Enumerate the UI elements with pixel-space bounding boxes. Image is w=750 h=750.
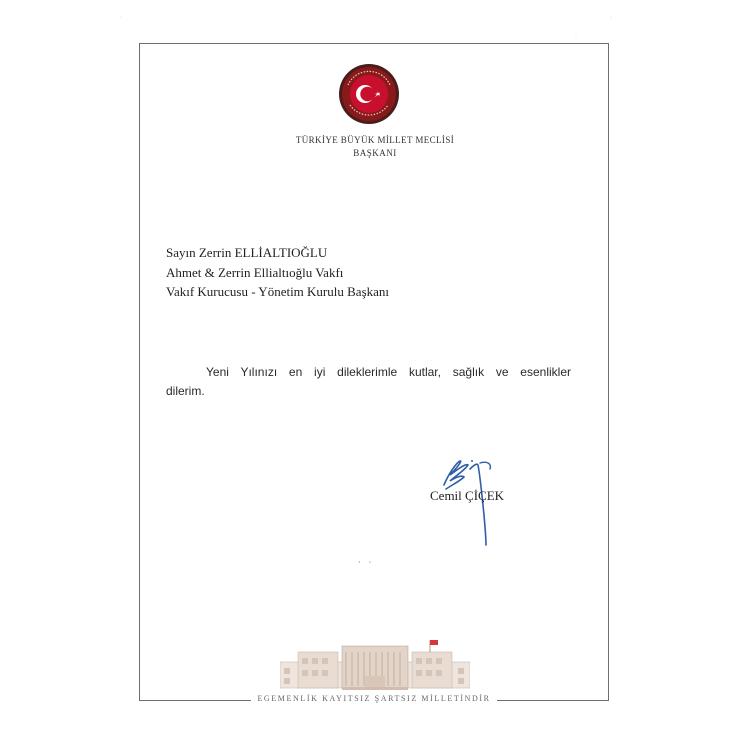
decorative-dots: · · <box>358 558 375 567</box>
recipient-organization: Ahmet & Zerrin Ellialtıoğlu Vakfı <box>166 264 344 280</box>
paper-speck: · <box>120 15 122 21</box>
signatory-name: Cemil ÇİÇEK <box>430 488 505 503</box>
recipient-role: Vakıf Kurucusu - Yönetim Kurulu Başkanı <box>166 284 390 299</box>
footer-motto <box>139 694 609 703</box>
letterhead-title: TÜRKİYE BÜYÜK MİLLET MECLİSİ <box>295 135 455 145</box>
recipient-block <box>166 243 389 302</box>
paper-speck: · <box>610 15 612 21</box>
tbmm-seal-icon <box>338 63 400 125</box>
paper-speck: · <box>575 35 577 41</box>
parliament-building-icon <box>280 640 470 692</box>
footer-motto-text: EGEMENLİK KAYITSIZ ŞARTSIZ MİLLETİNDİR <box>251 694 496 703</box>
body-line-1: Yeni Yılınızı en iyi dileklerimle kutlar, sağlık ve esenlikler <box>206 365 571 379</box>
recipient-name: Sayın Zerrin ELLİALTIOĞLU <box>166 245 328 260</box>
letterhead-subtitle: BAŞKANI <box>353 148 397 158</box>
body-line-2: dilerim. <box>166 384 205 398</box>
letter-body <box>166 363 571 401</box>
